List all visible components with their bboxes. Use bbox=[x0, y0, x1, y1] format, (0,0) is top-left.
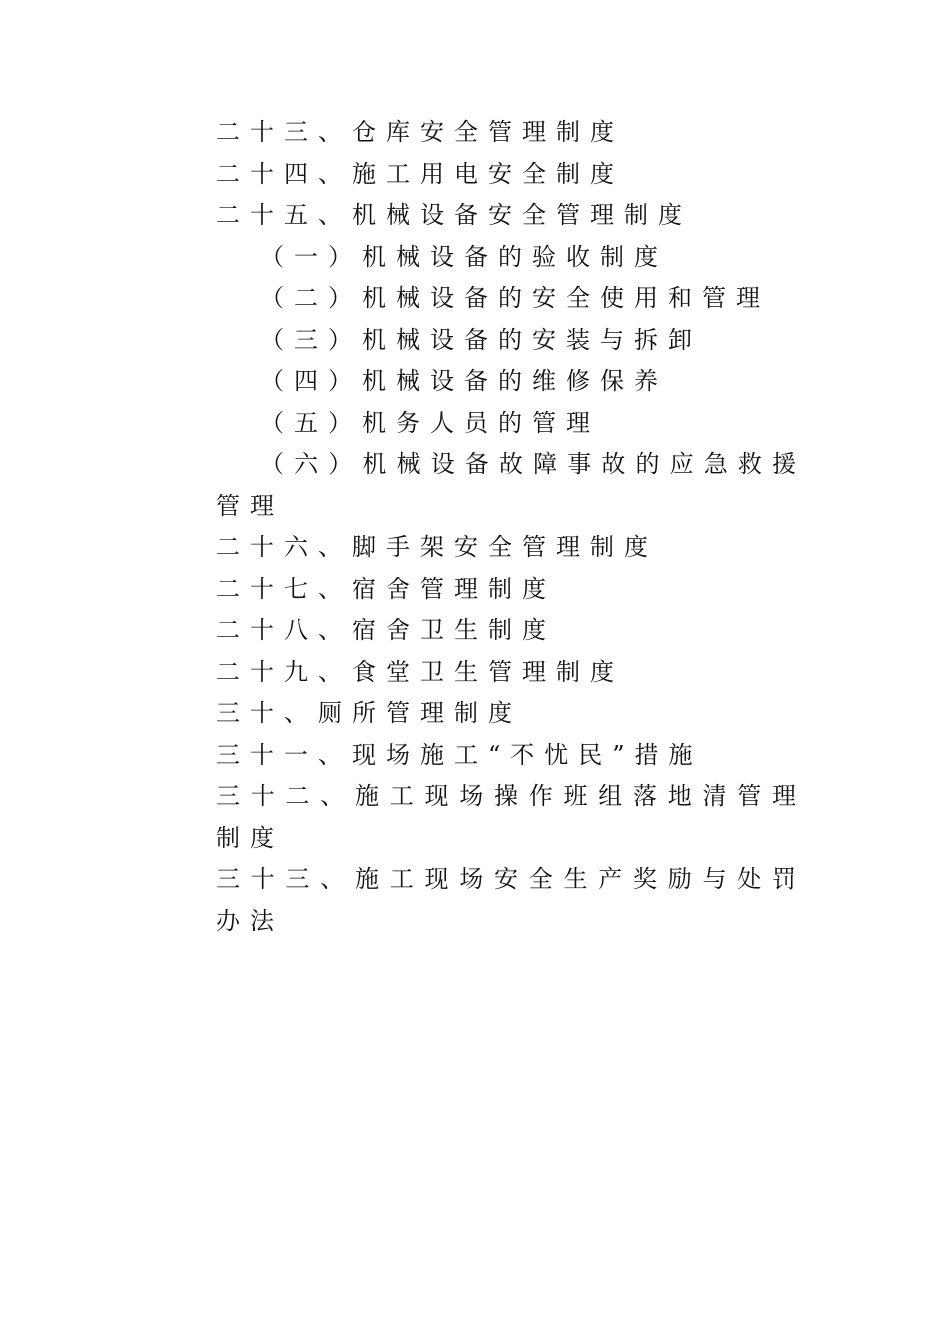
toc-item: 三十、厕所管理制度 bbox=[216, 699, 522, 727]
toc-item: 二十六、脚手架安全管理制度 bbox=[216, 533, 658, 561]
toc-subitem: （三）机械设备的安装与拆卸 bbox=[260, 325, 702, 354]
toc-item: 二十四、施工用电安全制度 bbox=[216, 159, 624, 188]
toc-subitem: （四）机械设备的维修保养 bbox=[260, 367, 668, 395]
toc-item: 二十八、宿舍卫生制度 bbox=[216, 616, 556, 644]
toc-item: 二十七、宿舍管理制度 bbox=[216, 574, 556, 603]
toc-item: 三十一、现场施工“不忧民”措施 bbox=[216, 740, 703, 769]
toc-item: 二十九、食堂卫生管理制度 bbox=[216, 657, 624, 686]
toc-item: 二十五、机械设备安全管理制度 bbox=[216, 201, 692, 229]
toc-subitem: （一）机械设备的验收制度 bbox=[260, 242, 668, 271]
toc-item: 三十三、施工现场安全生产奖励与处罚办法 bbox=[216, 865, 806, 935]
toc-item: 三十二、施工现场操作班组落地清管理制度 bbox=[216, 782, 806, 852]
toc-subitem: （六）机械设备故障事故的应急救援管理 bbox=[216, 450, 806, 520]
document-page bbox=[216, 112, 806, 942]
toc-subitem: （五）机务人员的管理 bbox=[260, 408, 600, 437]
toc-subitem: （二）机械设备的安全使用和管理 bbox=[260, 284, 770, 312]
toc-item: 二十三、仓库安全管理制度 bbox=[216, 118, 624, 146]
